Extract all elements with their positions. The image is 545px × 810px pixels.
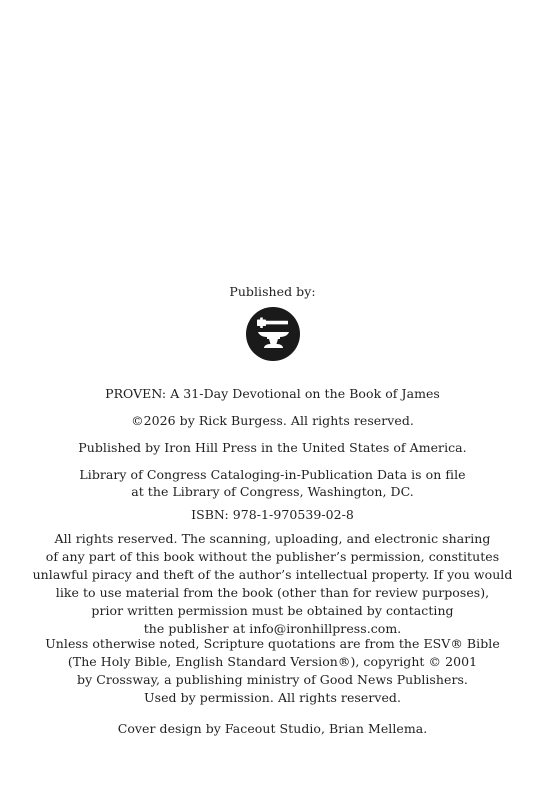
scripture-line: (The Holy Bible, English Standard Version®), copyright © 2001: [67, 654, 478, 669]
rights-paragraph: [0, 530, 545, 638]
rights-line: the publisher at info@ironhillpress.com.: [143, 621, 402, 636]
rights-line: prior written permission must be obtained by contacting: [91, 603, 454, 618]
scripture-line: Used by permission. All rights reserved.: [144, 690, 401, 705]
anvil-hammer-icon: [245, 306, 301, 362]
copyright-line: ©2026 by Rick Burgess. All rights reserved.: [131, 413, 414, 428]
cover-design-credit: Cover design by Faceout Studio, Brian Mellema.: [117, 721, 428, 736]
scripture-line: Unless otherwise noted, Scripture quotations are from the ESV® Bible: [45, 636, 500, 651]
library-of-congress-line-2: at the Library of Congress, Washington, DC.: [131, 484, 414, 499]
scripture-paragraph: [0, 635, 545, 707]
library-of-congress-line-1: Library of Congress Cataloging-in-Publication Data is on file: [79, 467, 466, 482]
publisher-logo: [245, 306, 301, 362]
published-by-label: Published by:: [229, 284, 316, 299]
rights-line: unlawful piracy and theft of the author’s intellectual property. If you would: [32, 567, 513, 582]
scripture-line: by Crossway, a publishing ministry of Good News Publishers.: [77, 672, 468, 687]
rights-line: All rights reserved. The scanning, uploading, and electronic sharing: [54, 531, 491, 546]
published-in-line: Published by Iron Hill Press in the United States of America.: [78, 440, 467, 455]
rights-line: like to use material from the book (other than for review purposes),: [55, 585, 490, 600]
book-title-line: PROVEN: A 31-Day Devotional on the Book of James: [105, 386, 440, 401]
isbn-line: ISBN: 978-1-970539-02-8: [191, 507, 354, 522]
rights-line: of any part of this book without the publisher’s permission, constitutes: [45, 549, 500, 564]
